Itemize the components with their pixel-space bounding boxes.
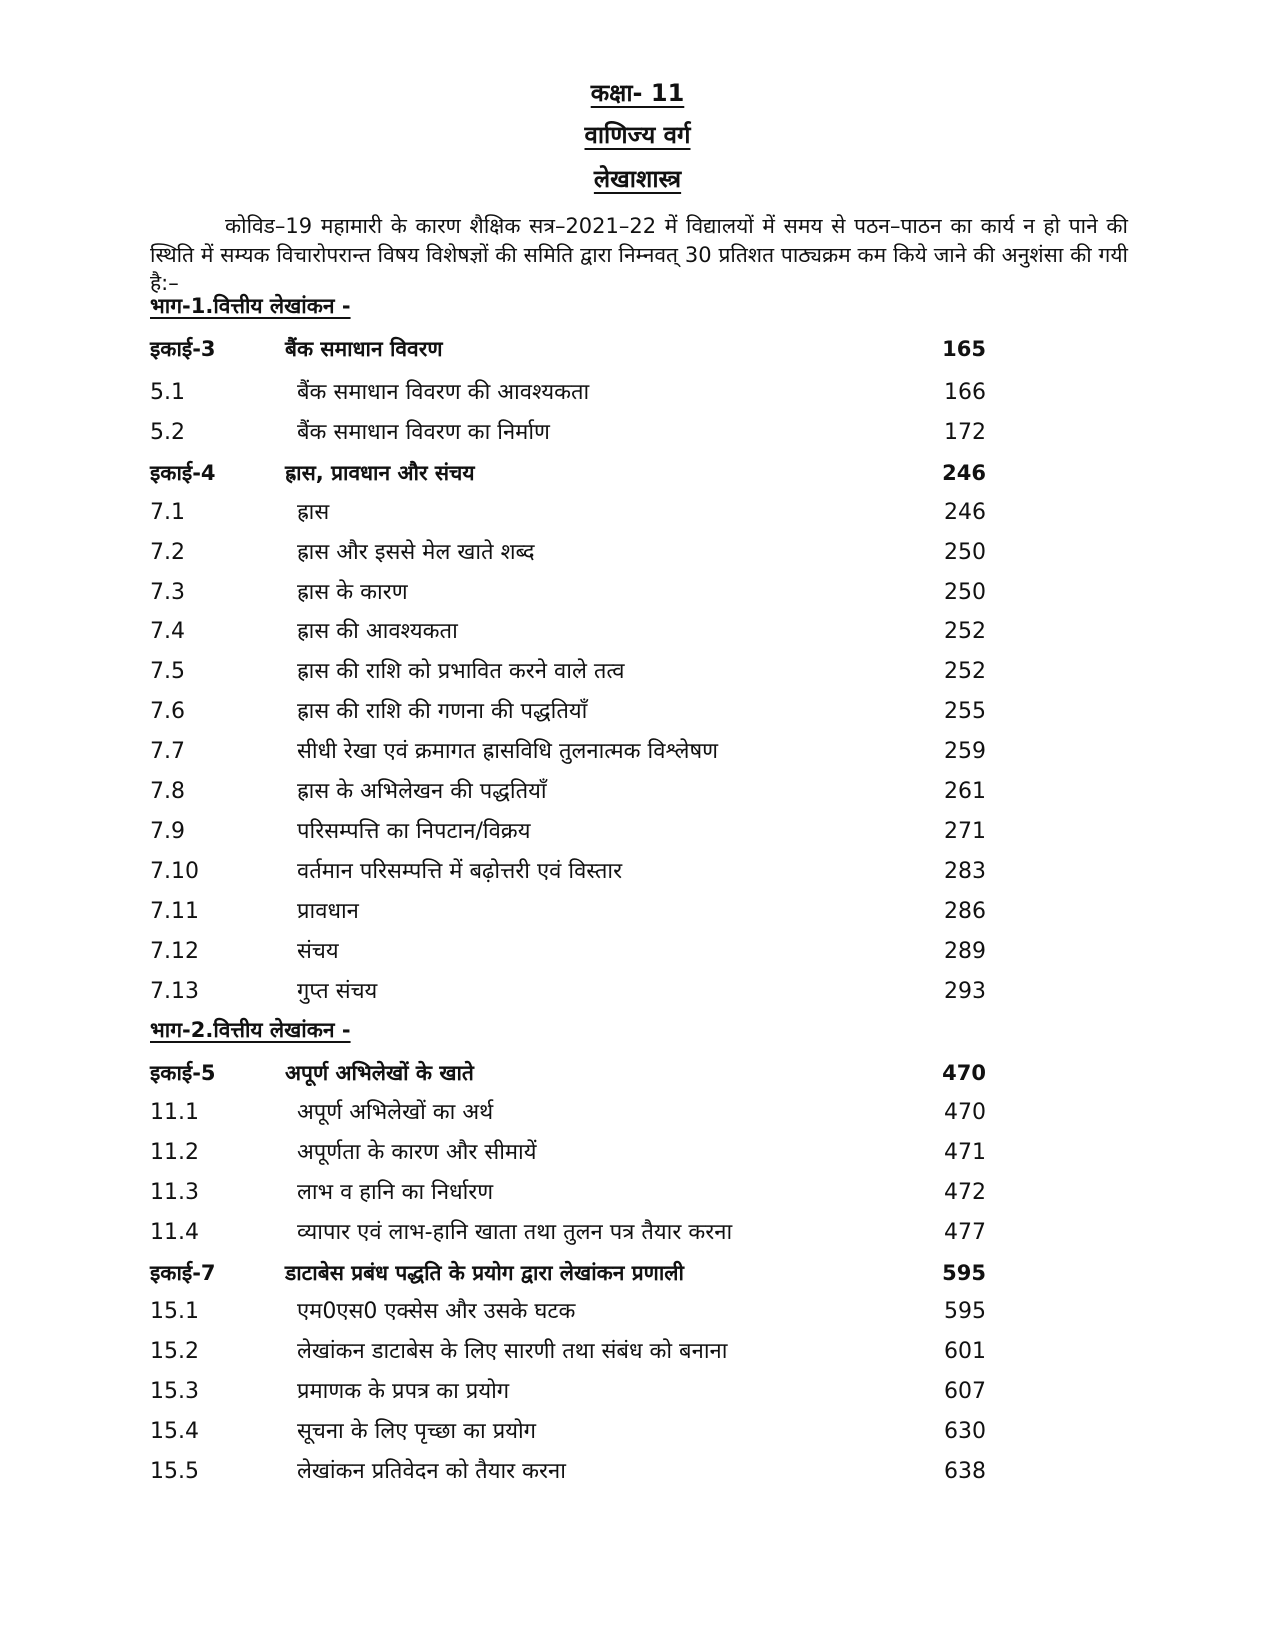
intro-paragraph: कोविड–19 महामारी के कारण शैक्षिक सत्र–2021–22 में विद्यालयों में समय से पठन–पाठन का कार्य न हो पाने की स्थिति में सम्यक विचारोपरान्त विषय विशेषज्ञों की समिति द्वारा निम्नवत् 30 प्रतिशत पाठ्यक्रम कम किये जाने की अनुशंसा की गयी है:– <box>150 214 1128 295</box>
topic-page: 470 <box>944 1099 986 1125</box>
topic-row <box>0 537 1275 569</box>
topic-row <box>0 1416 1275 1448</box>
topic-title: संचय <box>297 938 339 964</box>
unit-number: इकाई-5 <box>150 1061 216 1085</box>
subject-heading: लेखाशास्त्र <box>593 165 682 193</box>
topic-number: 11.2 <box>150 1139 199 1165</box>
topic-row <box>0 896 1275 928</box>
topic-number: 7.11 <box>150 898 199 924</box>
topic-row <box>0 577 1275 609</box>
topic-number: 5.2 <box>150 419 185 445</box>
topic-row <box>0 936 1275 968</box>
topic-number: 7.9 <box>150 818 185 844</box>
topic-number: 7.6 <box>150 699 185 725</box>
topic-page: 477 <box>944 1219 986 1245</box>
topic-number: 7.4 <box>150 619 185 645</box>
topic-title: ह्रास की आवश्यकता <box>297 619 458 645</box>
topic-page: 271 <box>944 818 986 844</box>
unit-page: 165 <box>942 337 986 361</box>
class-heading: कक्षा- 11 <box>590 79 685 107</box>
topic-page: 252 <box>944 619 986 645</box>
topic-page: 259 <box>944 739 986 765</box>
topic-page: 172 <box>944 419 986 445</box>
topic-row <box>0 656 1275 688</box>
part-heading: भाग-2.वित्तीय लेखांकन - <box>150 1018 351 1042</box>
unit-row <box>0 1257 1275 1289</box>
topic-title: सूचना के लिए पृच्छा का प्रयोग <box>297 1419 537 1445</box>
topic-row <box>0 1376 1275 1408</box>
topic-page: 607 <box>944 1379 986 1405</box>
topic-number: 15.4 <box>150 1419 199 1445</box>
topic-number: 7.10 <box>150 858 199 884</box>
topic-page: 595 <box>944 1299 986 1325</box>
unit-number: इकाई-3 <box>150 337 216 361</box>
topic-row <box>0 856 1275 888</box>
topic-title: लेखांकन प्रतिवेदन को तैयार करना <box>297 1459 566 1484</box>
topic-page: 630 <box>944 1419 986 1445</box>
topic-row <box>0 776 1275 808</box>
topic-page: 246 <box>944 499 986 525</box>
topic-page: 293 <box>944 978 986 1004</box>
unit-row <box>0 457 1275 489</box>
part-heading: भाग-1.वित्तीय लेखांकन - <box>150 294 351 318</box>
topic-title: ह्रास के अभिलेखन की पद्धतियाँ <box>297 779 547 804</box>
unit-page: 595 <box>942 1260 986 1285</box>
topic-page: 250 <box>944 579 986 605</box>
topic-row <box>0 816 1275 848</box>
topic-row <box>0 417 1275 449</box>
topic-title: बैंक समाधान विवरण का निर्माण <box>297 419 550 445</box>
topic-row <box>0 1177 1275 1209</box>
topic-title: प्रमाणक के प्रपत्र का प्रयोग <box>297 1379 510 1405</box>
topic-title: लाभ व हानि का निर्धारण <box>297 1179 494 1205</box>
topic-title: ह्रास की राशि को प्रभावित करने वाले तत्व <box>297 659 625 685</box>
topic-number: 15.1 <box>150 1299 199 1325</box>
unit-title: बैंक समाधान विवरण <box>285 337 443 361</box>
topic-page: 471 <box>944 1139 986 1165</box>
topic-page: 286 <box>944 898 986 924</box>
topic-number: 7.13 <box>150 978 199 1004</box>
unit-number: इकाई-7 <box>150 1260 216 1285</box>
topic-number: 7.3 <box>150 579 185 605</box>
unit-number: इकाई-4 <box>150 460 216 485</box>
topic-number: 7.5 <box>150 659 185 685</box>
stream-heading: वाणिज्य वर्ग <box>584 121 691 149</box>
topic-title: वर्तमान परिसम्पत्ति में बढ़ोत्तरी एवं विस्तार <box>297 858 623 884</box>
topic-row <box>0 1217 1275 1249</box>
topic-number: 7.1 <box>150 499 185 525</box>
unit-page: 470 <box>942 1061 986 1085</box>
topic-row <box>0 1336 1275 1368</box>
unit-title: डाटाबेस प्रबंध पद्धति के प्रयोग द्वारा लेखांकन प्रणाली <box>285 1260 684 1285</box>
topic-title: लेखांकन डाटाबेस के लिए सारणी तथा संबंध को बनाना <box>297 1339 728 1365</box>
topic-title: अपूर्ण अभिलेखों का अर्थ <box>297 1099 494 1125</box>
topic-title: अपूर्णता के कारण और सीमायें <box>297 1139 537 1165</box>
topic-number: 15.3 <box>150 1379 199 1405</box>
unit-title: अपूर्ण अभिलेखों के खाते <box>285 1061 474 1085</box>
topic-row <box>0 1296 1275 1328</box>
topic-row <box>0 377 1275 409</box>
topic-number: 7.8 <box>150 779 185 804</box>
unit-title: ह्रास, प्रावधान और संचय <box>285 460 475 485</box>
topic-page: 289 <box>944 938 986 964</box>
topic-number: 7.2 <box>150 539 185 565</box>
topic-page: 250 <box>944 539 986 565</box>
topic-page: 472 <box>944 1179 986 1205</box>
topic-page: 255 <box>944 699 986 725</box>
topic-number: 11.3 <box>150 1179 199 1205</box>
topic-number: 11.4 <box>150 1219 199 1245</box>
topic-row <box>0 1456 1275 1488</box>
topic-row <box>0 497 1275 529</box>
topic-number: 5.1 <box>150 380 185 405</box>
topic-number: 7.12 <box>150 938 199 964</box>
topic-row <box>0 616 1275 648</box>
topic-page: 252 <box>944 659 986 685</box>
topic-title: प्रावधान <box>297 898 359 924</box>
topic-page: 638 <box>944 1459 986 1484</box>
topic-title: ह्रास और इससे मेल खाते शब्द <box>297 539 535 565</box>
topic-title: व्यापार एवं लाभ-हानि खाता तथा तुलन पत्र तैयार करना <box>297 1219 733 1245</box>
topic-number: 7.7 <box>150 739 185 765</box>
topic-number: 15.2 <box>150 1339 199 1365</box>
topic-page: 261 <box>944 779 986 804</box>
topic-number: 15.5 <box>150 1459 199 1484</box>
topic-title: ह्रास के कारण <box>297 579 408 605</box>
topic-title: ह्रास की राशि की गणना की पद्धतियाँ <box>297 699 588 725</box>
topic-page: 601 <box>944 1339 986 1365</box>
topic-title: परिसम्पत्ति का निपटान/विक्रय <box>297 818 531 844</box>
topic-page: 283 <box>944 858 986 884</box>
topic-title: ह्रास <box>297 499 330 525</box>
topic-title: एम0एस0 एक्सेस और उसके घटक <box>297 1299 576 1325</box>
topic-title: बैंक समाधान विवरण की आवश्यकता <box>297 380 590 405</box>
topic-row <box>0 976 1275 1008</box>
topic-title: गुप्त संचय <box>297 978 378 1004</box>
topic-row <box>0 696 1275 728</box>
topic-row <box>0 736 1275 768</box>
topic-row <box>0 1137 1275 1169</box>
topic-row <box>0 1097 1275 1129</box>
topic-number: 11.1 <box>150 1099 199 1125</box>
topic-page: 166 <box>944 380 986 405</box>
unit-row <box>0 1057 1275 1089</box>
topic-title: सीधी रेखा एवं क्रमागत ह्रासविधि तुलनात्मक विश्लेषण <box>297 739 719 765</box>
unit-page: 246 <box>942 460 986 485</box>
unit-row <box>0 333 1275 365</box>
